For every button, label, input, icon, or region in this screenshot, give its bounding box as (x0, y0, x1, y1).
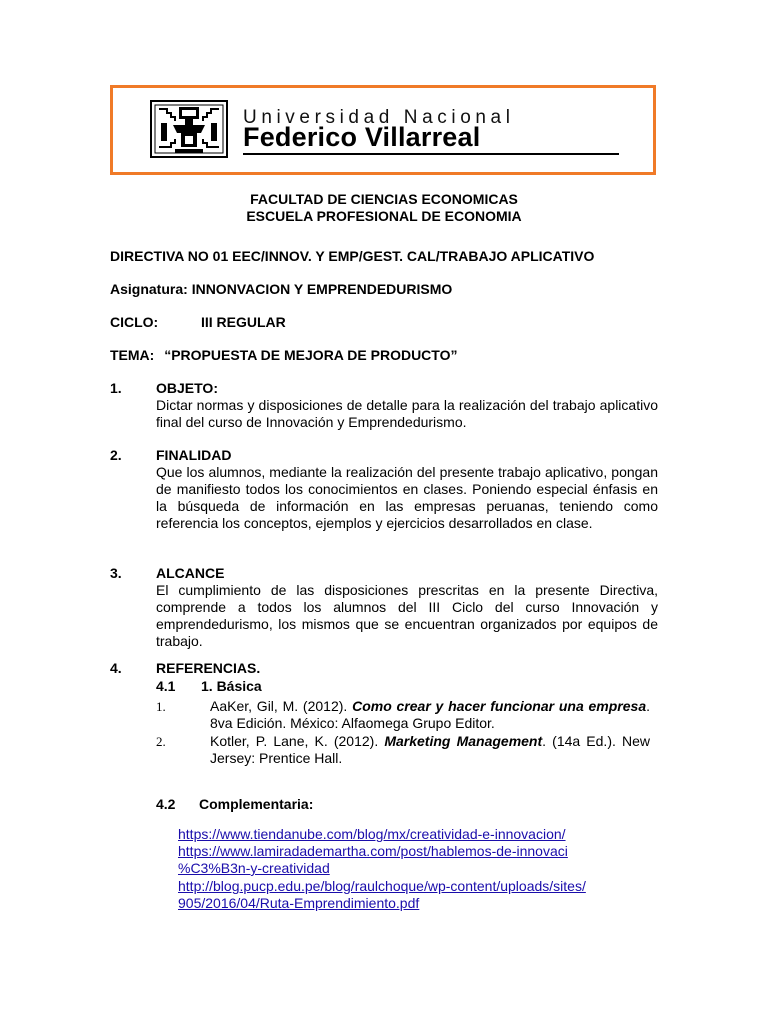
subsection-number: 4.1 (156, 678, 176, 694)
reference-link[interactable]: %C3%B3n-y-creatividad (178, 860, 330, 876)
subsection-label: Complementaria: (199, 796, 314, 812)
reference-authors: AaKer, Gil, M. (2012). (210, 698, 353, 714)
section-text: Dictar normas y disposiciones de detalle para la realización del trabajo aplicativo final del curso de Innovación y Emprendedurismo. (156, 397, 658, 430)
section-text: Que los alumnos, mediante la realización del presente trabajo aplicativo, pongan de manifiesto todos los conocimientos en clases. Poniendo especial énfasis en la búsqueda de información en las empresas peruanas, teniendo como referencia los conceptos, ejemplos y ejercicios desarrollados en clase. (156, 464, 658, 531)
reference-number: 2. (156, 734, 166, 749)
theme-value: “PROPUESTA DE MEJORA DE PRODUCTO” (164, 347, 458, 363)
reference-number: 1. (156, 699, 166, 714)
cycle-value: III REGULAR (201, 314, 286, 330)
subject-line (110, 281, 452, 297)
section-heading: FINALIDAD (156, 447, 232, 463)
banner-top-rule (110, 85, 656, 88)
section-number: 2. (110, 447, 122, 463)
university-name-line1: Universidad Nacional (243, 107, 515, 128)
section-number: 1. (110, 380, 122, 396)
reference-link[interactable]: http://blog.pucp.edu.pe/blog/raulchoque/wp-content/uploads/sites/ (178, 878, 586, 894)
university-name-line2: Federico Villarreal (243, 122, 481, 152)
university-seal-icon (149, 99, 229, 159)
directive-title: DIRECTIVA NO 01 EEC/INNOV. Y EMP/GEST. CAL/TRABAJO APLICATIVO (110, 248, 595, 264)
subsection-label: 1. Básica (201, 678, 262, 694)
subject-value: INNONVACION Y EMPRENDEDURISMO (191, 281, 453, 297)
banner-bottom-rule (110, 172, 656, 175)
reference-details: . (14a Ed.). New Jersey: Prentice Hall. (210, 733, 650, 766)
section-heading: OBJETO: (156, 380, 218, 396)
faculty-title: FACULTAD DE CIENCIAS ECONOMICAS (250, 191, 518, 207)
section-text: El cumplimiento de las disposiciones prescritas en la presente Directiva, comprende a todos los alumnos del III Ciclo del curso Innovación y emprendedurismo, los mismos que se encuentran organizados por equipos de trabajo. (156, 582, 658, 649)
reference-link[interactable]: 905/2016/04/Ruta-Emprendimiento.pdf (178, 895, 420, 911)
reference-details: . 8va Edición. México: Alfaomega Grupo Editor. (210, 698, 650, 731)
reference-link[interactable]: https://www.tiendanube.com/blog/mx/creatividad-e-innovacion/ (178, 826, 566, 842)
section-heading: ALCANCE (156, 565, 225, 581)
section-number: 4. (110, 660, 122, 676)
theme-line (110, 347, 457, 363)
reference-item (210, 698, 650, 732)
subject-label: Asignatura: (110, 281, 188, 297)
reference-link[interactable]: https://www.lamiradademartha.com/post/hablemos-de-innovaci (178, 843, 568, 859)
theme-label: TEMA: (110, 347, 155, 363)
banner-underline (243, 153, 619, 155)
school-title: ESCUELA PROFESIONAL DE ECONOMIA (246, 208, 522, 224)
reference-title: Como crear y hacer funcionar una empresa (352, 698, 647, 714)
cycle-label: CICLO: (110, 314, 159, 330)
reference-item (210, 733, 650, 767)
section-heading: REFERENCIAS. (156, 660, 261, 676)
university-banner (110, 85, 656, 175)
reference-authors: Kotler, P. Lane, K. (2012). (210, 733, 385, 749)
subsection-number: 4.2 (156, 796, 176, 812)
section-number: 3. (110, 565, 122, 581)
reference-title: Marketing Management (384, 733, 543, 749)
